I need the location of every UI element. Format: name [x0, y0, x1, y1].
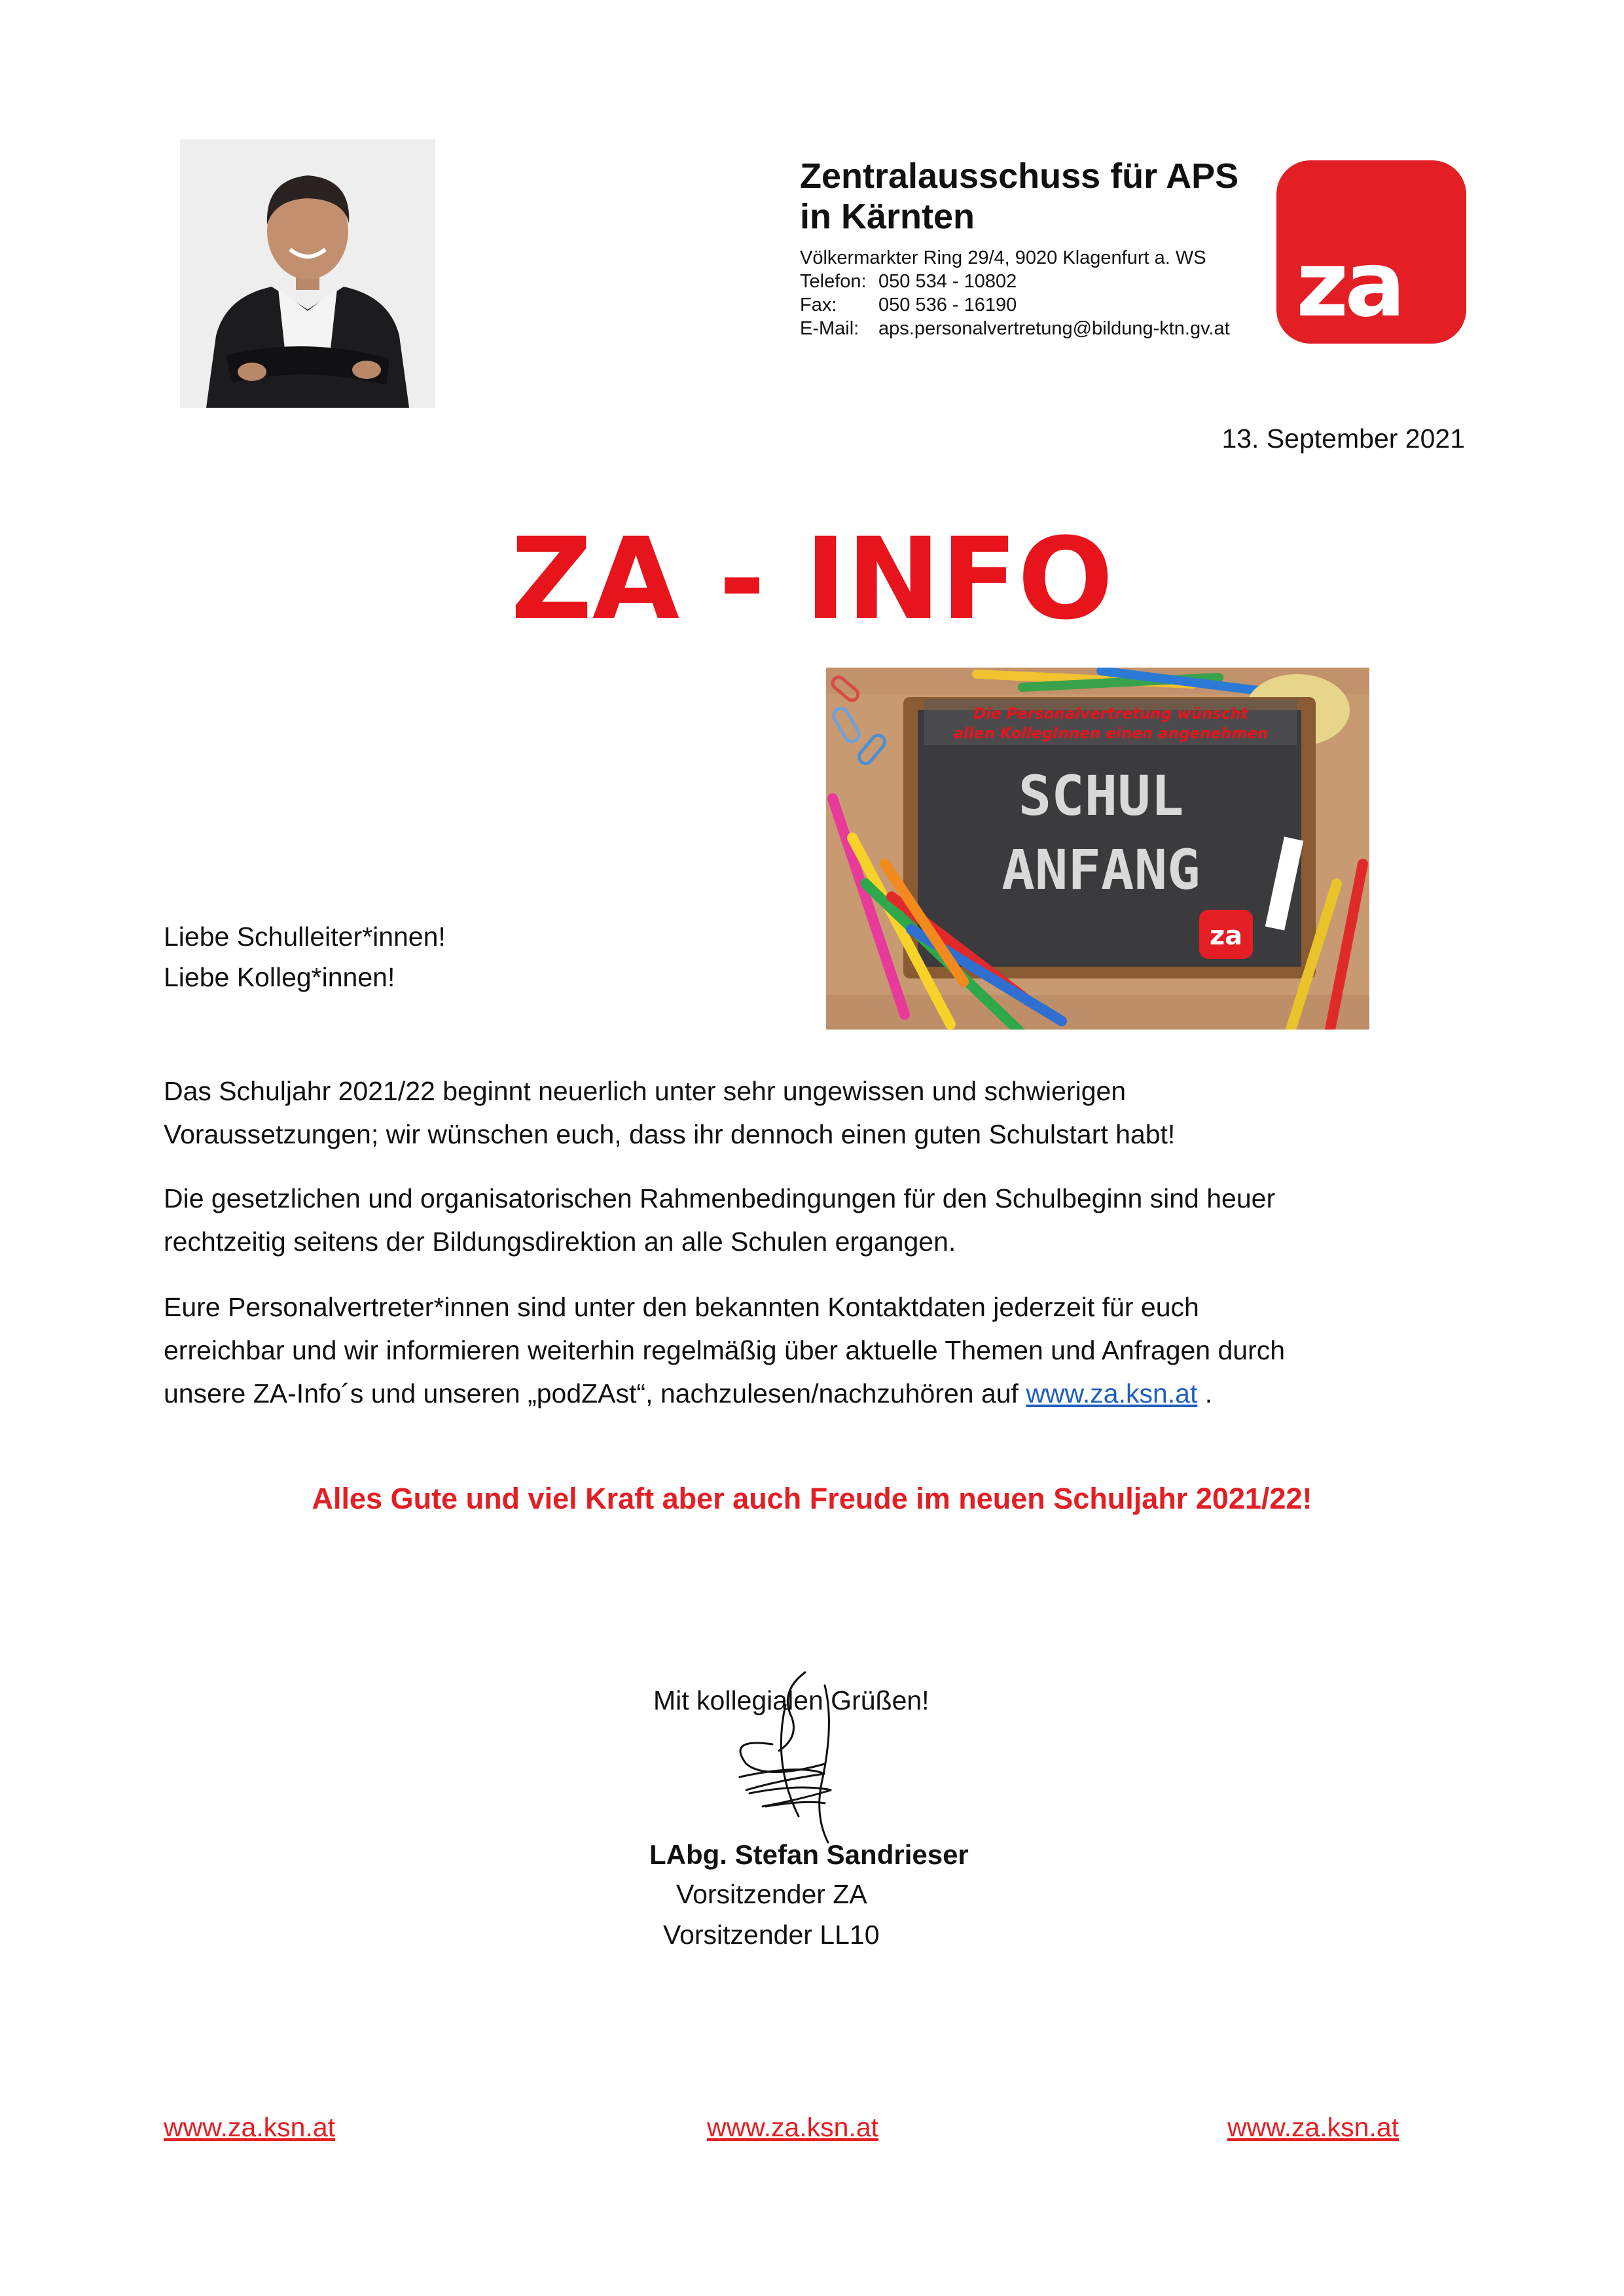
- paragraph-3-line-1: Eure Personalvertreter*innen sind unter den bekannten Kontaktdaten jederzeit für euch: [164, 1292, 1199, 1322]
- paragraph-1-line-2: Voraussetzungen; wir wünschen euch, dass ihr dennoch einen guten Schulstart habt!: [164, 1119, 1176, 1149]
- signer-role-2: Vorsitzender LL10: [663, 1920, 880, 1950]
- signer-name: LAbg. Stefan Sandrieser: [649, 1839, 969, 1870]
- portrait-photo: [180, 139, 435, 408]
- address-line: Völkermarkter Ring 29/4, 9020 Klagenfurt a. WS: [800, 247, 1206, 268]
- paragraph-1: [164, 1069, 1460, 1156]
- organisation-name: Zentralausschuss für APS in Kärnten: [800, 156, 1239, 236]
- paragraph-3-line-3-suffix: .: [1197, 1378, 1213, 1408]
- email-address: aps.personalvertretung@bildung-ktn.gv.at: [878, 318, 1230, 339]
- board-line-2: ANFANG: [1001, 838, 1200, 902]
- footer-link-left[interactable]: www.za.ksn.at: [164, 2112, 336, 2142]
- za-logo-text: za: [1296, 232, 1402, 337]
- board-badge-text: za: [1209, 921, 1243, 951]
- website-link[interactable]: www.za.ksn.at: [1026, 1378, 1198, 1408]
- fax-number: 050 536 - 16190: [878, 295, 1017, 315]
- document-title: ZA - INFO: [511, 513, 1113, 645]
- paragraph-2-line-2: rechtzeitig seitens der Bildungsdirektion an alle Schulen ergangen.: [164, 1227, 956, 1257]
- document-date: 13. September 2021: [1221, 423, 1465, 454]
- footer-link-right[interactable]: www.za.ksn.at: [1227, 2112, 1399, 2142]
- footer-link-center[interactable]: www.za.ksn.at: [707, 2112, 879, 2142]
- paragraph-1-line-1: Das Schuljahr 2021/22 beginnt neuerlich unter sehr ungewissen und schwierigen: [164, 1076, 1127, 1106]
- paragraph-3: [164, 1285, 1460, 1415]
- phone-number: 050 534 - 10802: [878, 271, 1017, 292]
- phone-label: Telefon:: [800, 271, 867, 292]
- paragraph-2-line-1: Die gesetzlichen und organisatorischen Rahmenbedingungen für den Schulbeginn sind heuer: [164, 1183, 1276, 1213]
- signer-role-1: Vorsitzender ZA: [676, 1879, 867, 1909]
- portrait-photo-image: [180, 139, 435, 408]
- banner-line-2: allen KollegInnen einen angenehmen: [953, 725, 1269, 742]
- paragraph-3-line-3: [164, 1372, 1460, 1415]
- phone-line: [800, 270, 1297, 293]
- board-line-1: SCHUL: [1018, 764, 1184, 828]
- closing-wish: Alles Gute und viel Kraft aber auch Freude im neuen Schuljahr 2021/22!: [312, 1482, 1312, 1515]
- email-label: E-Mail:: [800, 318, 859, 339]
- sign-off-greeting: Mit kollegialen Grüßen!: [653, 1685, 929, 1715]
- paragraph-2: [164, 1177, 1460, 1263]
- banner-line-1: Die Personalvertretung wünscht: [973, 706, 1248, 723]
- email-line: [800, 317, 1297, 340]
- greeting-line-2: Liebe Kolleg*innen!: [164, 962, 395, 992]
- greeting-line-1: Liebe Schulleiter*innen!: [164, 922, 446, 952]
- fax-line: [800, 293, 1297, 317]
- chalkboard-image: [826, 668, 1369, 1030]
- handwritten-signature: [700, 1666, 884, 1849]
- za-logo: [1276, 160, 1466, 344]
- paragraph-3-line-3-prefix: unsere ZA-Info´s und unseren „podZAst“, nachzulesen/nachzuhören auf: [164, 1378, 1026, 1408]
- school-start-illustration: [826, 668, 1369, 1030]
- paragraph-3-line-2: erreichbar und wir informieren weiterhin regelmäßig über aktuelle Themen und Anfragen durch: [164, 1335, 1286, 1365]
- fax-label: Fax:: [800, 295, 837, 315]
- organisation-header: [800, 156, 1297, 340]
